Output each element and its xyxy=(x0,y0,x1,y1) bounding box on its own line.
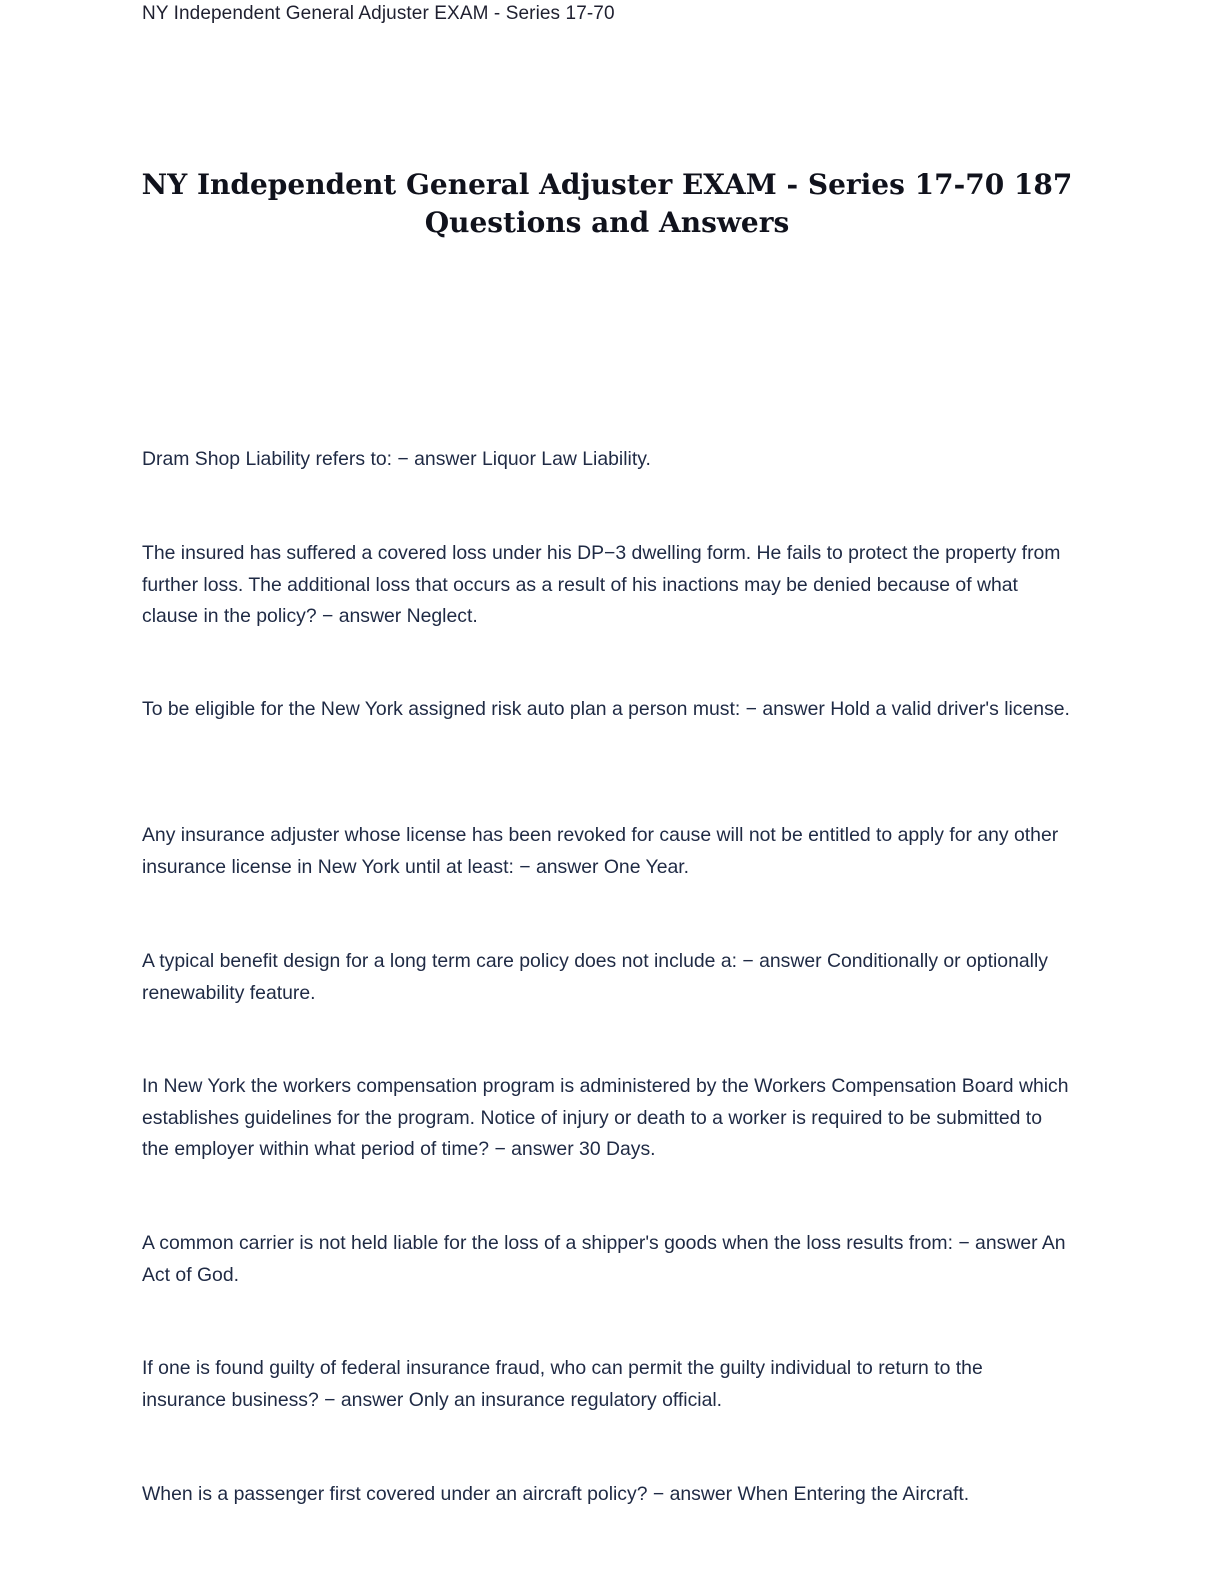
title-line-2: Questions and Answers xyxy=(424,206,790,239)
page-title xyxy=(140,166,1074,242)
qa-item: Dram Shop Liability refers to: − answer Liquor Law Liability. xyxy=(142,448,651,470)
qa-item: In New York the workers compensation program is administered by the Workers Compensation Board which establishes guidelines for the program. Notice of injury or death to a worker is required to be submitted to the employer within what period of time? − answer 30 Days. xyxy=(142,1075,1069,1160)
qa-item: When is a passenger first covered under an aircraft policy? − answer When Entering the Aircraft. xyxy=(142,1483,970,1505)
qa-item: If one is found guilty of federal insurance fraud, who can permit the guilty individual to return to the insurance business? − answer Only an insurance regulatory official. xyxy=(142,1357,983,1411)
running-header: NY Independent General Adjuster EXAM - Series 17-70 xyxy=(142,3,615,24)
qa-item: A common carrier is not held liable for the loss of a shipper's goods when the loss results from: − answer An Act of God. xyxy=(142,1232,1066,1286)
qa-item: A typical benefit design for a long term care policy does not include a: − answer Conditionally or optionally renewability feature. xyxy=(142,950,1048,1004)
title-line-1: NY Independent General Adjuster EXAM - Series 17-70 187 xyxy=(141,168,1073,201)
qa-item: To be eligible for the New York assigned risk auto plan a person must: − answer Hold a valid driver's license. xyxy=(142,698,1070,720)
qa-item: Any insurance adjuster whose license has been revoked for cause will not be entitled to apply for any other insurance license in New York until at least: − answer One Year. xyxy=(142,824,1059,878)
qa-item: The insured has suffered a covered loss under his DP−3 dwelling form. He fails to protect the property from further loss. The additional loss that occurs as a result of his inactions may be denied because of what clause in the policy? − answer Neglect. xyxy=(142,542,1061,627)
